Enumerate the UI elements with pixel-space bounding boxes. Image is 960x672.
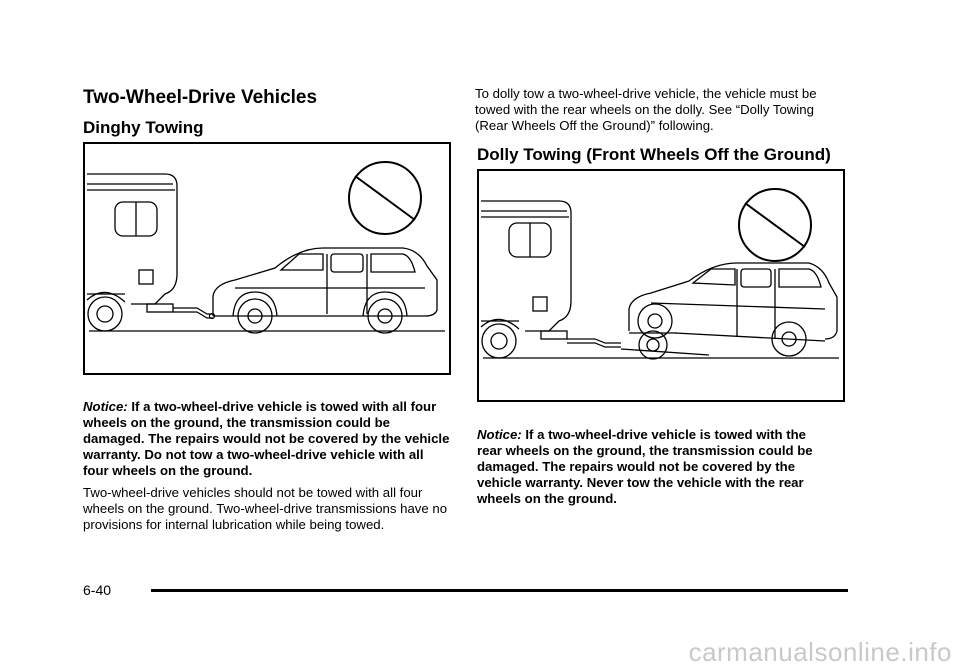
dinghy-towing-illustration: [83, 142, 451, 375]
notice-text: If a two-wheel-drive vehicle is towed with all four wheels on the ground, the transmission could be damaged. The repairs would not be covered by the vehicle warranty. Do not tow a two-wheel-drive vehicle with all four wheels on the ground.: [83, 399, 450, 478]
suv-icon: [213, 248, 437, 333]
dolly-towing-illustration: [477, 169, 845, 402]
notice-label: Notice:: [83, 399, 128, 414]
body-paragraph: Two-wheel-drive vehicles should not be towed with all four wheels on the ground. Two-wheel-drive transmissions have no provisions for internal lubrication while being towed.: [83, 485, 448, 532]
notice-dinghy: [83, 399, 451, 479]
subsection-heading-dinghy: Dinghy Towing: [83, 118, 204, 137]
page-number: 6-40: [83, 582, 112, 598]
motorhome-icon: [87, 174, 177, 331]
dolly-towing-svg: [479, 171, 843, 400]
prohibited-icon: [349, 162, 421, 234]
section-heading: Two-Wheel-Drive Vehicles: [83, 87, 318, 108]
notice-dolly: [477, 427, 827, 507]
watermark: carmanualsonline.info: [688, 637, 952, 667]
notice-label: Notice:: [477, 427, 522, 442]
notice-text: If a two-wheel-drive vehicle is towed with the rear wheels on the ground, the transmission could be damaged. The repairs would not be covered by the vehicle warranty. Never tow the vehicle with the rear wheels on the ground.: [477, 427, 813, 506]
motorhome-icon: [481, 201, 571, 358]
intro-paragraph: To dolly tow a two-wheel-drive vehicle, the vehicle must be towed with the rear wheels on the dolly. See “Dolly Towing (Rear Wheels Off the Ground)” following.: [475, 86, 817, 133]
subsection-heading-dolly: Dolly Towing (Front Wheels Off the Ground): [477, 145, 831, 164]
footer-rule: [151, 589, 848, 592]
prohibited-icon: [739, 189, 811, 261]
suv-icon: [629, 263, 837, 356]
dinghy-towing-svg: [85, 144, 449, 373]
